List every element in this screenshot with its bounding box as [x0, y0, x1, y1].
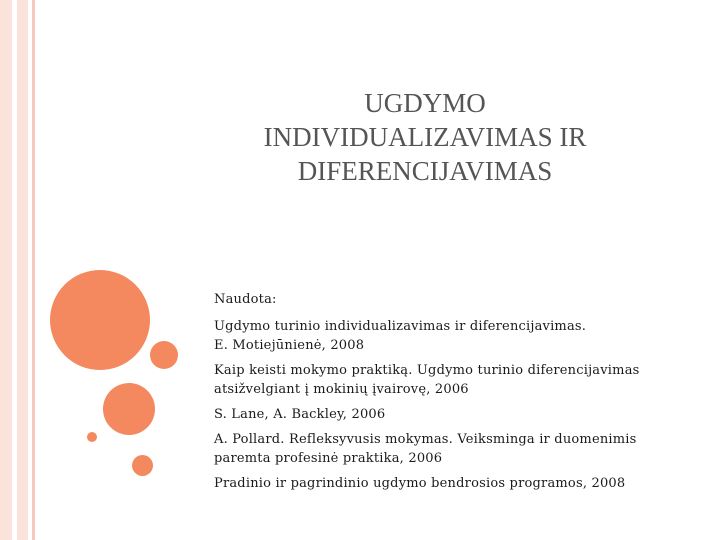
slide-title-line: DIFERENCIJAVIMAS [297, 156, 553, 186]
reference-line: Kaip keisti mokymo praktiką. Ugdymo turinio diferencijavimas [214, 363, 640, 378]
reference-line: paremta profesinė praktika, 2006 [214, 451, 443, 466]
reference-line: Ugdymo turinio individualizavimas ir diferencijavimas. [214, 319, 587, 334]
references-heading: Naudota: [214, 292, 277, 307]
decor-circle-small [132, 455, 153, 476]
reference-item [214, 405, 684, 424]
left-decor-stripe [32, 0, 35, 540]
references-list [214, 290, 684, 499]
reference-item [214, 317, 684, 355]
reference-line: A. Pollard. Refleksyvusis mokymas. Veiksminga ir duomenimis [214, 432, 637, 447]
reference-item [214, 474, 684, 493]
reference-item [214, 430, 684, 468]
reference-item [214, 361, 684, 399]
slide-title [190, 86, 660, 188]
left-decor-stripe [17, 0, 28, 540]
slide-title-line: INDIVIDUALIZAVIMAS IR [263, 122, 587, 152]
left-decor-stripe [0, 0, 12, 540]
reference-line: atsižvelgiant į mokinių įvairovę, 2006 [214, 382, 469, 397]
decor-circle-large [50, 270, 150, 370]
decor-circle-small [87, 432, 97, 442]
decor-circle-medium [150, 341, 178, 369]
reference-line: S. Lane, A. Backley, 2006 [214, 407, 386, 422]
reference-line: Pradinio ir pagrindinio ugdymo bendrosios programos, 2008 [214, 476, 626, 491]
reference-line: E. Motiejūnienė, 2008 [214, 338, 365, 353]
slide-title-line: UGDYMO [364, 88, 486, 118]
decor-circle-medium [103, 383, 155, 435]
